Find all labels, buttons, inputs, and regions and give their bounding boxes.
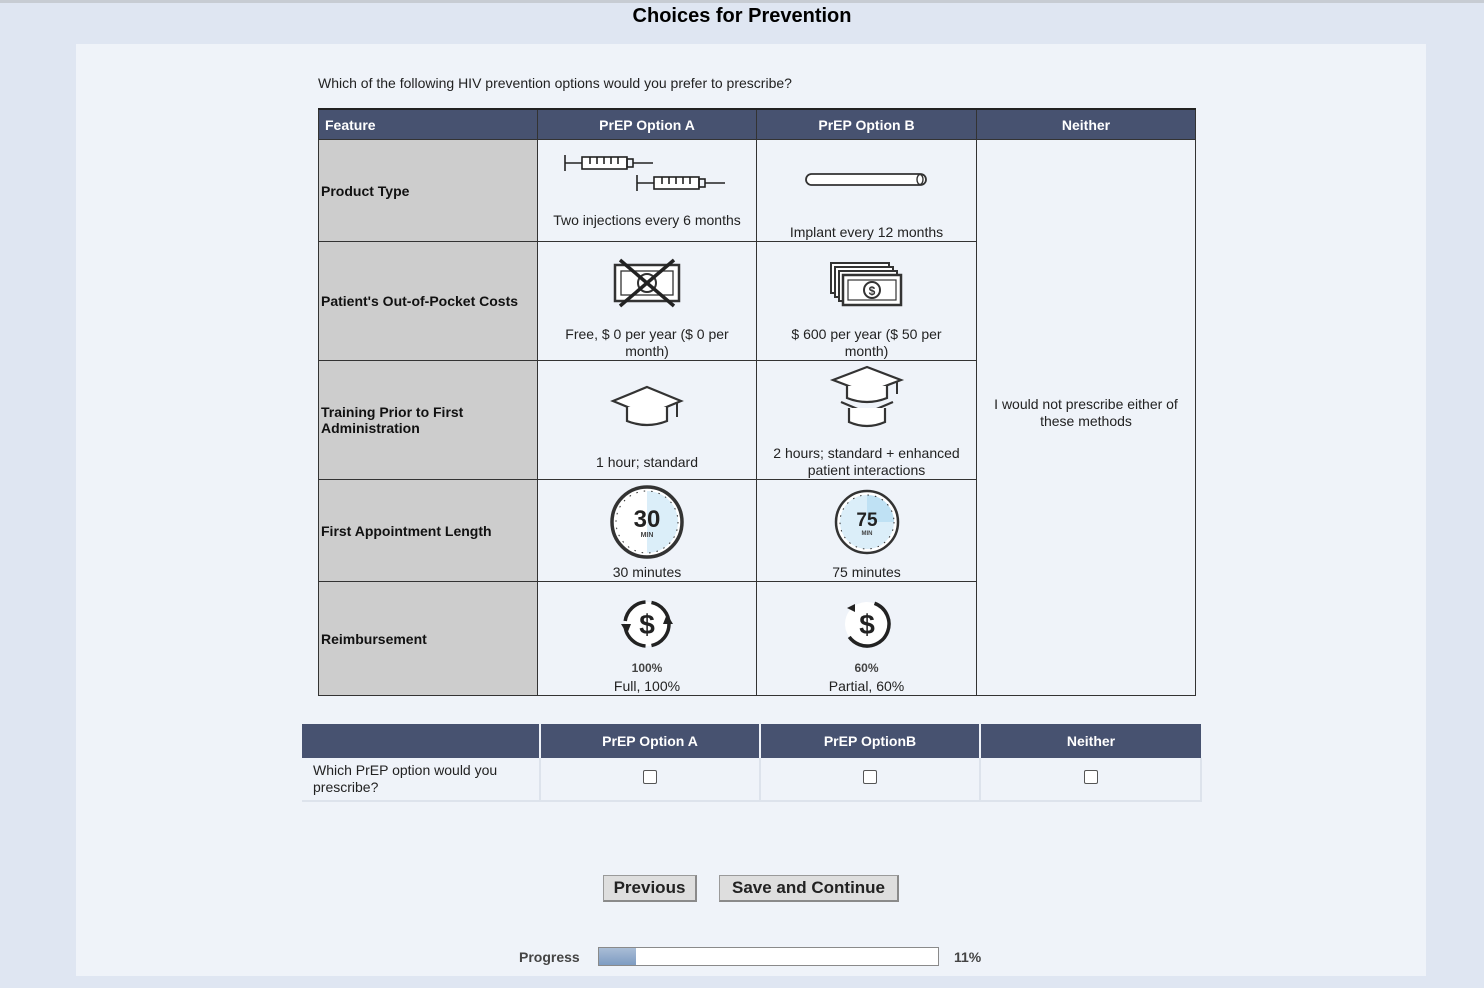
option-a-checkbox[interactable]	[643, 770, 657, 784]
cell-a-reimbursement: $ 100% Full, 100%	[538, 582, 757, 696]
choice-header-neither: Neither	[980, 724, 1201, 758]
question-text: Which of the following HIV prevention options would you prefer to prescribe?	[318, 75, 792, 91]
svg-text:$: $	[868, 283, 875, 298]
svg-text:MIN: MIN	[861, 530, 872, 537]
reimbursement-cycle-icon	[837, 583, 897, 659]
previous-button[interactable]: Previous	[603, 875, 697, 902]
option-b-checkbox[interactable]	[863, 770, 877, 784]
implant-rod-icon	[802, 141, 932, 219]
choice-row	[302, 758, 1201, 801]
money-stack-icon	[827, 243, 907, 323]
choice-header-option-b: PrEP OptionB	[760, 724, 980, 758]
cell-b-reimbursement: $ 60% Partial, 60%	[757, 582, 977, 696]
row-label-product-type: Product Type	[319, 140, 538, 242]
reimbursement-cycle-icon	[617, 583, 677, 659]
cell-b-product-type: Implant every 12 months	[757, 140, 977, 242]
cell-a-appointment: 30 MIN 30 minutes	[538, 480, 757, 582]
syringe-icon	[557, 141, 737, 207]
progress-label: Progress	[519, 949, 580, 965]
choice-header-option-a: PrEP Option A	[540, 724, 760, 758]
header-option-a: PrEP Option A	[538, 109, 757, 140]
choice-cell-a	[540, 758, 760, 801]
row-label-reimbursement: Reimbursement	[319, 582, 538, 696]
progress-fill	[599, 948, 636, 965]
table-row	[319, 140, 1196, 242]
choice-header-row	[302, 724, 1201, 758]
row-label-costs: Patient's Out-of-Pocket Costs	[319, 242, 538, 361]
cell-b-appointment: 75 MIN 75 minutes	[757, 480, 977, 582]
cell-b-training: 2 hours; standard + enhanced patient interactions	[757, 361, 977, 480]
neither-cell: I would not prescribe either of these methods	[977, 140, 1196, 696]
svg-text:30: 30	[633, 505, 661, 533]
row-label-training: Training Prior to First Administration	[319, 361, 538, 480]
choice-cell-neither	[980, 758, 1201, 801]
choice-cell-b	[760, 758, 980, 801]
choice-question: Which PrEP option would you prescribe?	[302, 758, 540, 801]
svg-text:75: 75	[855, 509, 878, 531]
crossed-out-money-icon	[612, 243, 682, 323]
stacked-graduation-cap-icon	[829, 362, 905, 434]
timer-icon	[833, 481, 901, 563]
timer-icon	[608, 481, 686, 563]
neither-checkbox[interactable]	[1084, 770, 1098, 784]
header-neither: Neither	[977, 109, 1196, 140]
header-feature: Feature	[319, 109, 538, 140]
cell-b-costs: $ $ 600 per year ($ 50 per month)	[757, 242, 977, 361]
page-title: Choices for Prevention	[632, 5, 852, 27]
graduation-cap-icon	[609, 362, 685, 452]
choice-header-blank	[302, 724, 540, 758]
save-and-continue-button[interactable]: Save and Continue	[719, 875, 899, 902]
progress-percent: 11%	[954, 949, 982, 965]
cell-a-training: 1 hour; standard	[538, 361, 757, 480]
cell-a-product-type: Two injections every 6 months	[538, 140, 757, 242]
comparison-table	[318, 108, 1196, 696]
comparison-header-row	[319, 109, 1196, 140]
svg-text:$: $	[858, 608, 875, 640]
cell-a-costs: Free, $ 0 per year ($ 0 per month)	[538, 242, 757, 361]
svg-text:$: $	[639, 608, 655, 640]
svg-text:MIN: MIN	[640, 531, 654, 539]
top-border	[0, 0, 1484, 3]
header-option-b: PrEP Option B	[757, 109, 977, 140]
choice-table	[302, 724, 1202, 802]
row-label-appointment-length: First Appointment Length	[319, 480, 538, 582]
progress-bar	[598, 947, 939, 966]
